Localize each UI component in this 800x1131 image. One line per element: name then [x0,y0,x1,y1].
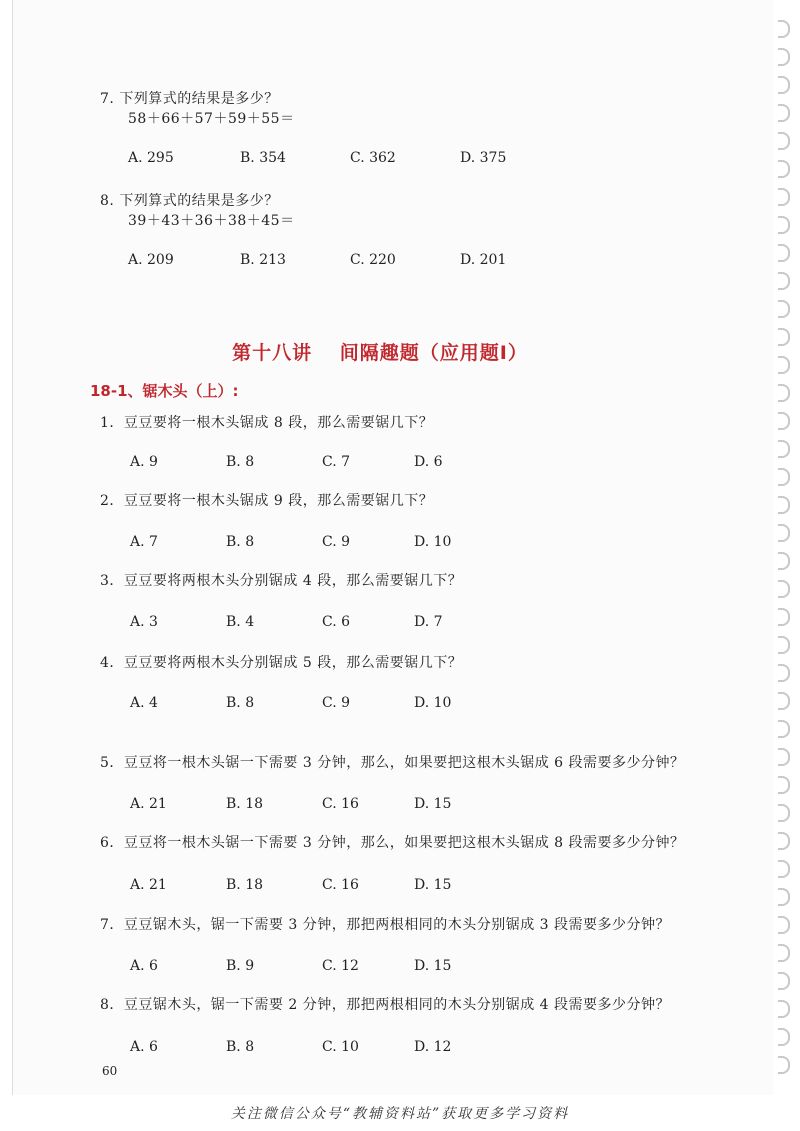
binding-ring [778,1056,790,1074]
option-d: D. 12 [414,1039,452,1055]
option-a: A. 6 [130,1039,158,1055]
option-c: C. 362 [350,150,396,166]
binding-ring [778,664,790,682]
binding-ring [778,48,790,66]
option-c: C. 16 [322,877,359,893]
question-4-text: 4．豆豆要将两根木头分别锯成 5 段，那么需要锯几下？ [100,655,463,671]
question-3-text: 3．豆豆要将两根木头分别锯成 4 段，那么需要锯几下？ [100,573,463,589]
question-8-expression: 39＋43＋36＋38＋45＝ [128,213,295,229]
binding-ring [778,1000,790,1018]
binding-ring [778,356,790,374]
question-text: 下列算式的结果是多少？ [119,193,279,209]
option-b: B. 213 [240,252,286,268]
question-1-text: 1．豆豆要将一根木头锯成 8 段，那么需要锯几下？ [100,415,434,431]
option-b: B. 18 [226,877,264,893]
binding-ring [778,300,790,318]
option-c: C. 16 [322,796,359,812]
option-b: B. 18 [226,796,264,812]
option-c: C. 10 [322,1039,359,1055]
option-a: A. 21 [130,877,167,893]
binding-ring [778,244,790,262]
option-d: D. 375 [460,150,507,166]
binding-ring [778,608,790,626]
option-a: A. 7 [130,534,158,550]
question-8-prompt [100,190,279,210]
option-a: A. 21 [130,796,167,812]
binding-ring [778,860,790,878]
option-a: A. 6 [130,958,158,974]
question-7-expression: 58＋66＋57＋59＋55＝ [128,111,295,127]
question-7-prompt [100,88,279,108]
section-title: 18-1、锯木头（上）: [90,382,239,400]
spiral-binding [772,20,794,1100]
option-a: A. 295 [128,150,174,166]
binding-ring [778,132,790,150]
option-c: C. 9 [322,695,351,711]
option-c: C. 7 [322,454,351,470]
option-d: D. 6 [414,454,443,470]
binding-ring [778,692,790,710]
question-8-text: 8．豆豆锯木头，锯一下需要 2 分钟，那把两根相同的木头分别锯成 4 段需要多少分钟？ [100,997,671,1013]
option-d: D. 7 [414,614,443,630]
option-d: D. 15 [414,796,452,812]
binding-ring [778,272,790,290]
option-a: A. 4 [130,695,158,711]
binding-ring [778,552,790,570]
binding-ring [778,916,790,934]
binding-ring [778,944,790,962]
option-b: B. 8 [226,695,255,711]
footer-watermark: 关注微信公众号“教辅资料站”获取更多学习资料 [230,1106,570,1122]
option-a: A. 9 [130,454,158,470]
question-6-text: 6．豆豆将一根木头锯一下需要 3 分钟，那么，如果要把这根木头锯成 8 段需要多少分钟？ [100,835,685,851]
option-c: C. 6 [322,614,351,630]
binding-ring [778,888,790,906]
option-c: C. 220 [350,252,396,268]
binding-ring [778,76,790,94]
option-b: B. 8 [226,454,255,470]
question-7-text: 7．豆豆锯木头，锯一下需要 3 分钟，那把两根相同的木头分别锯成 3 段需要多少分钟？ [100,917,671,933]
binding-ring [778,20,790,38]
question-text: 下列算式的结果是多少？ [119,91,279,107]
binding-ring [778,412,790,430]
option-d: D. 15 [414,877,452,893]
binding-ring [778,440,790,458]
question-2-text: 2．豆豆要将一根木头锯成 9 段，那么需要锯几下？ [100,493,434,509]
option-b: B. 354 [240,150,286,166]
binding-ring [778,832,790,850]
binding-ring [778,636,790,654]
option-d: D. 15 [414,958,452,974]
chapter-title: 第十八讲 间隔趣题（应用题Ⅰ） [232,342,528,364]
binding-ring [778,972,790,990]
question-5-text: 5．豆豆将一根木头锯一下需要 3 分钟，那么，如果要把这根木头锯成 6 段需要多少分钟？ [100,755,685,771]
binding-ring [778,1028,790,1046]
binding-ring [778,748,790,766]
option-d: D. 10 [414,695,452,711]
page-number: 60 [102,1064,118,1078]
binding-ring [778,720,790,738]
binding-ring [778,188,790,206]
binding-ring [778,160,790,178]
binding-ring [778,776,790,794]
option-a: A. 3 [130,614,158,630]
binding-ring [778,524,790,542]
binding-ring [778,468,790,486]
binding-ring [778,384,790,402]
binding-ring [778,328,790,346]
binding-ring [778,804,790,822]
option-b: B. 8 [226,1039,255,1055]
binding-ring [778,216,790,234]
option-c: C. 12 [322,958,359,974]
binding-ring [778,496,790,514]
question-number: 8. [100,193,115,209]
option-d: D. 10 [414,534,452,550]
binding-ring [778,580,790,598]
question-number: 7. [100,91,115,107]
option-b: B. 9 [226,958,255,974]
option-b: B. 8 [226,534,255,550]
option-b: B. 4 [226,614,255,630]
option-a: A. 209 [128,252,174,268]
option-d: D. 201 [460,252,507,268]
option-c: C. 9 [322,534,351,550]
binding-ring [778,104,790,122]
